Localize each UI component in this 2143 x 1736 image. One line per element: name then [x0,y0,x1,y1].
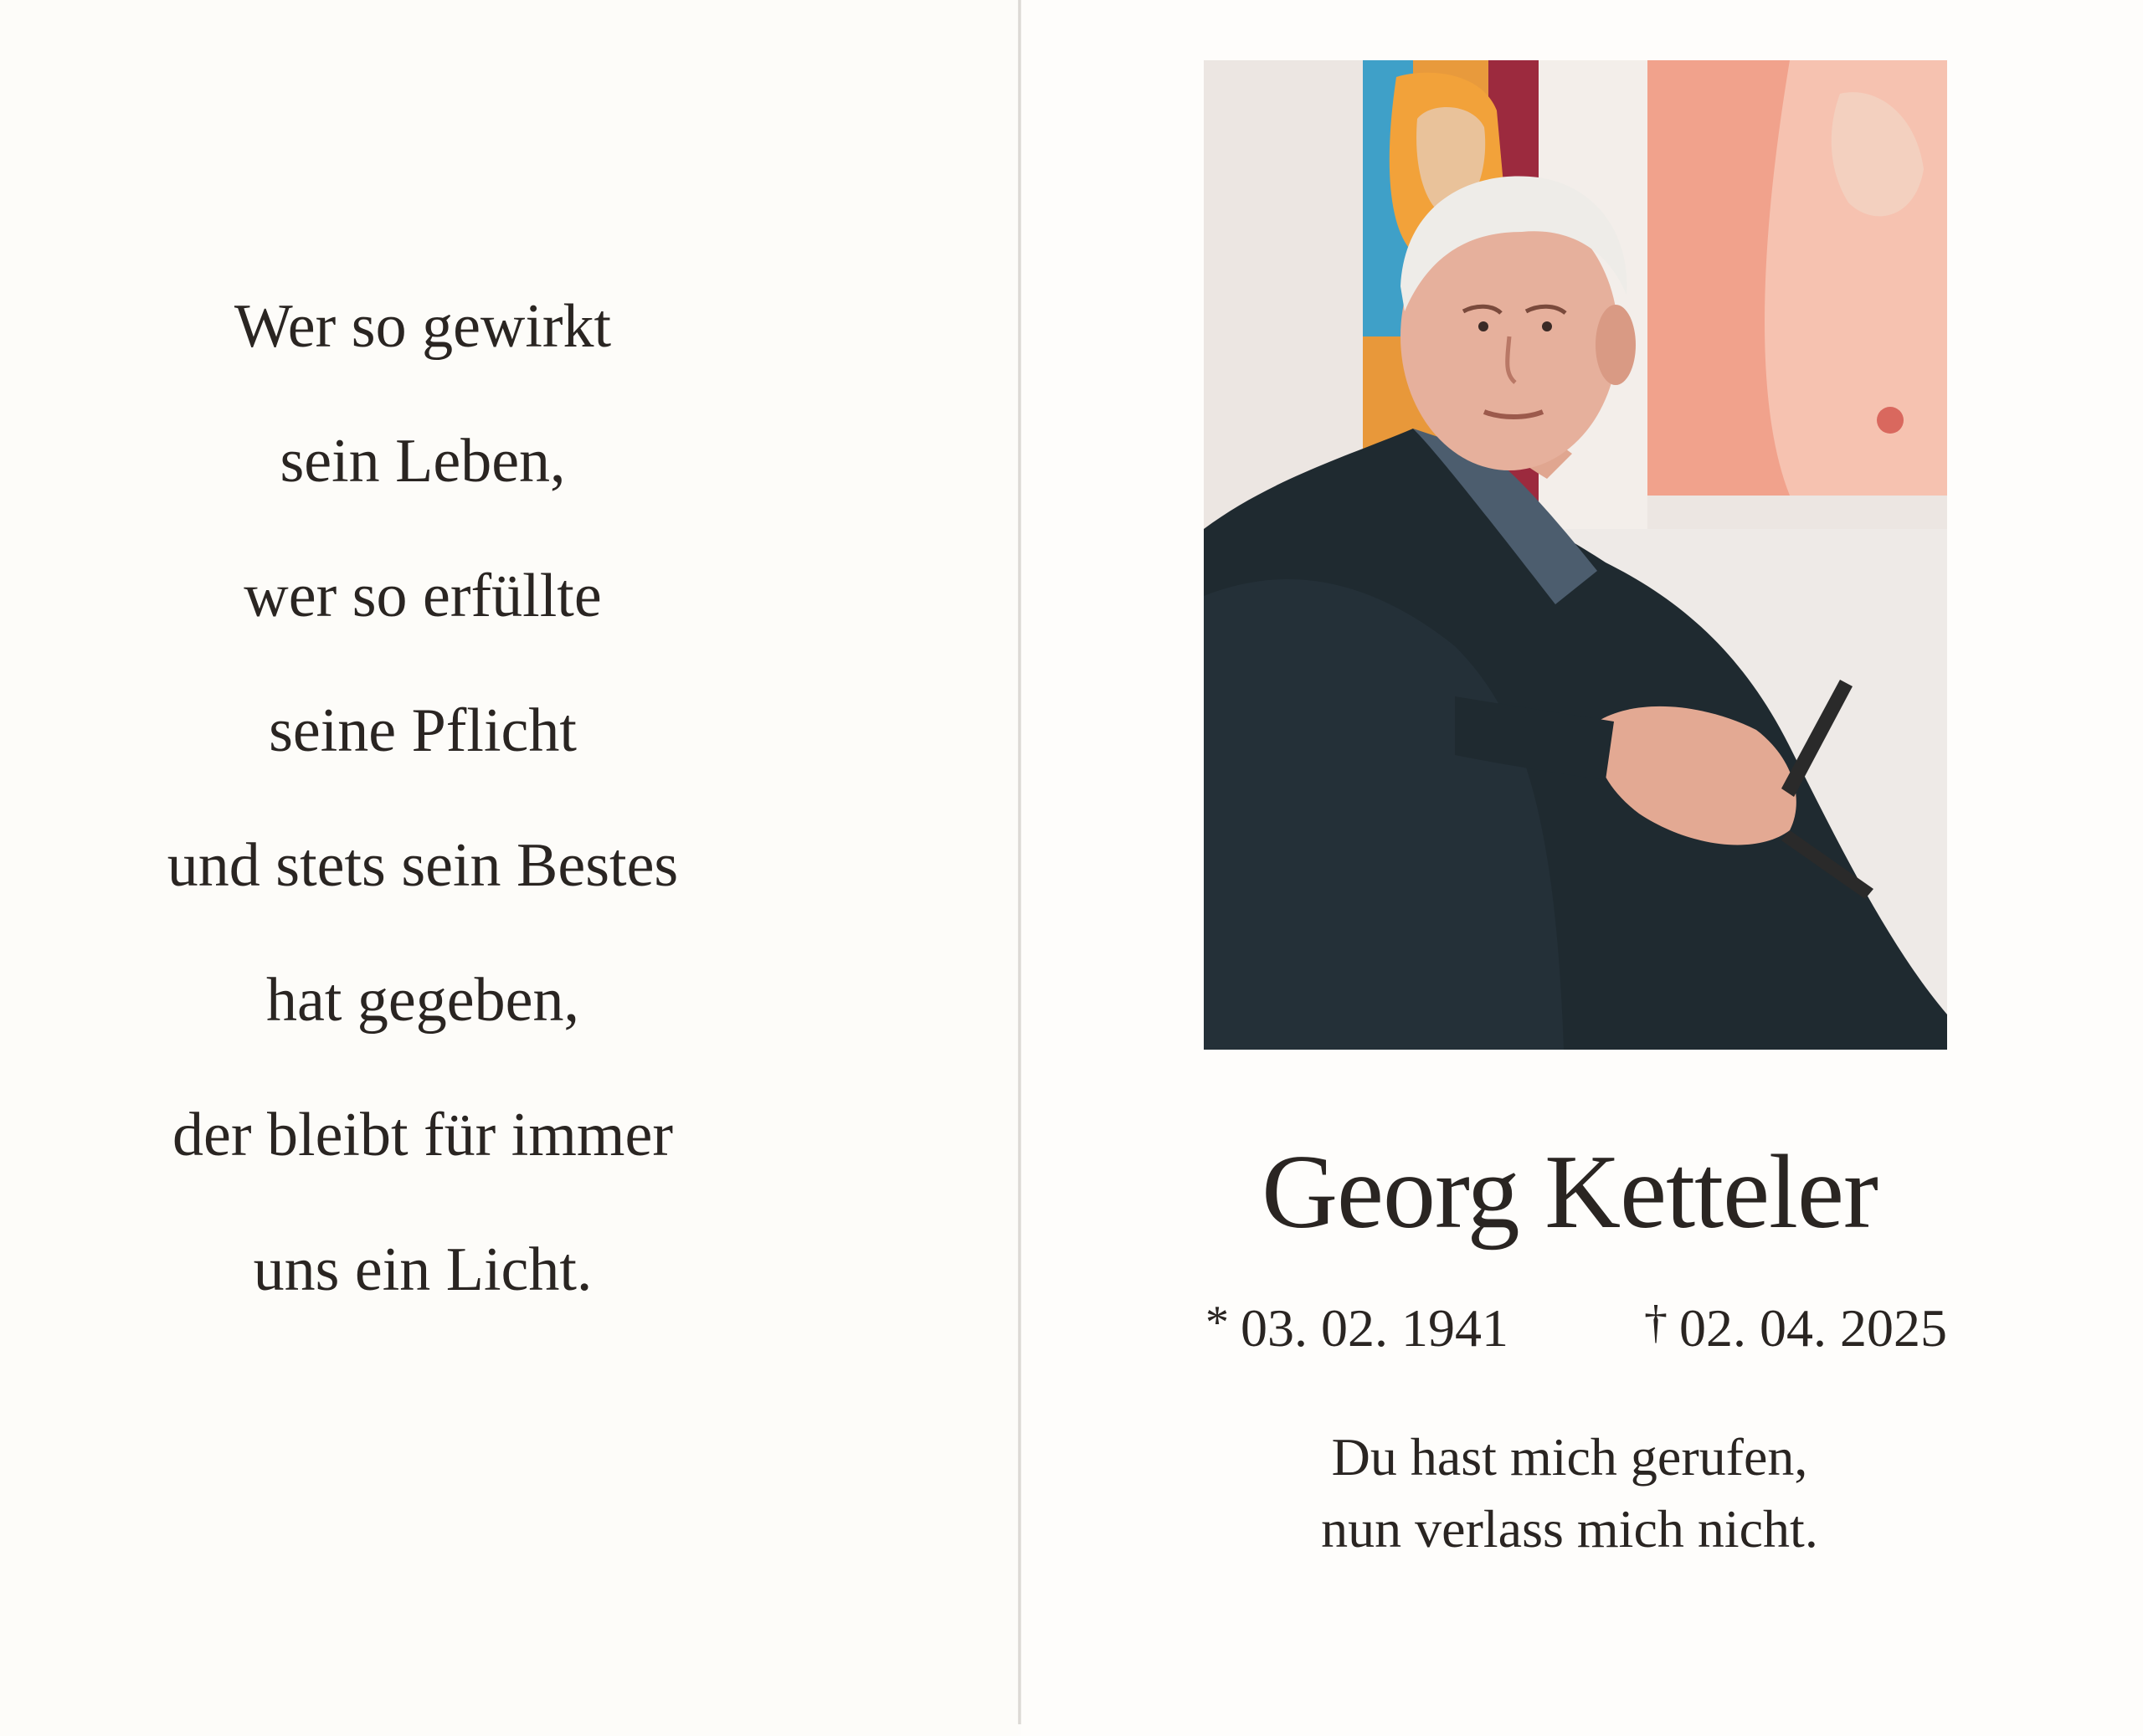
poem-line: sein Leben, [280,427,566,496]
death-symbol: † [1644,1297,1668,1348]
birth-symbol: * [1205,1297,1229,1348]
poem-line: Wer so gewirkt [234,292,612,361]
poem-line: uns ein Licht. [253,1235,593,1304]
life-dates [1205,1285,1947,1360]
death-date [1644,1285,1947,1366]
quote-line: Du hast mich gerufen, [1331,1427,1808,1487]
deceased-name: Georg Ketteler [1262,1134,1878,1251]
left-panel [0,0,1018,1736]
quote-line: nun verlass mich nicht. [1321,1499,1818,1559]
poem-line: und stets sein Bestes [167,831,679,900]
memorial-quote [1055,1421,2084,1565]
poem-line: hat gegeben, [266,966,579,1035]
memorial-poem [0,259,845,1338]
poem-line: wer so erfüllte [244,562,602,630]
death-date-value: 02. 04. 2025 [1679,1298,1947,1358]
birth-date [1205,1285,1508,1366]
birth-date-value: 03. 02. 1941 [1241,1298,1508,1358]
poem-line: der bleibt für immer [172,1101,673,1169]
poem-line: seine Pflicht [269,696,577,765]
portrait-photo [1204,60,1947,1050]
portrait-photo-icon [1204,60,1947,1050]
